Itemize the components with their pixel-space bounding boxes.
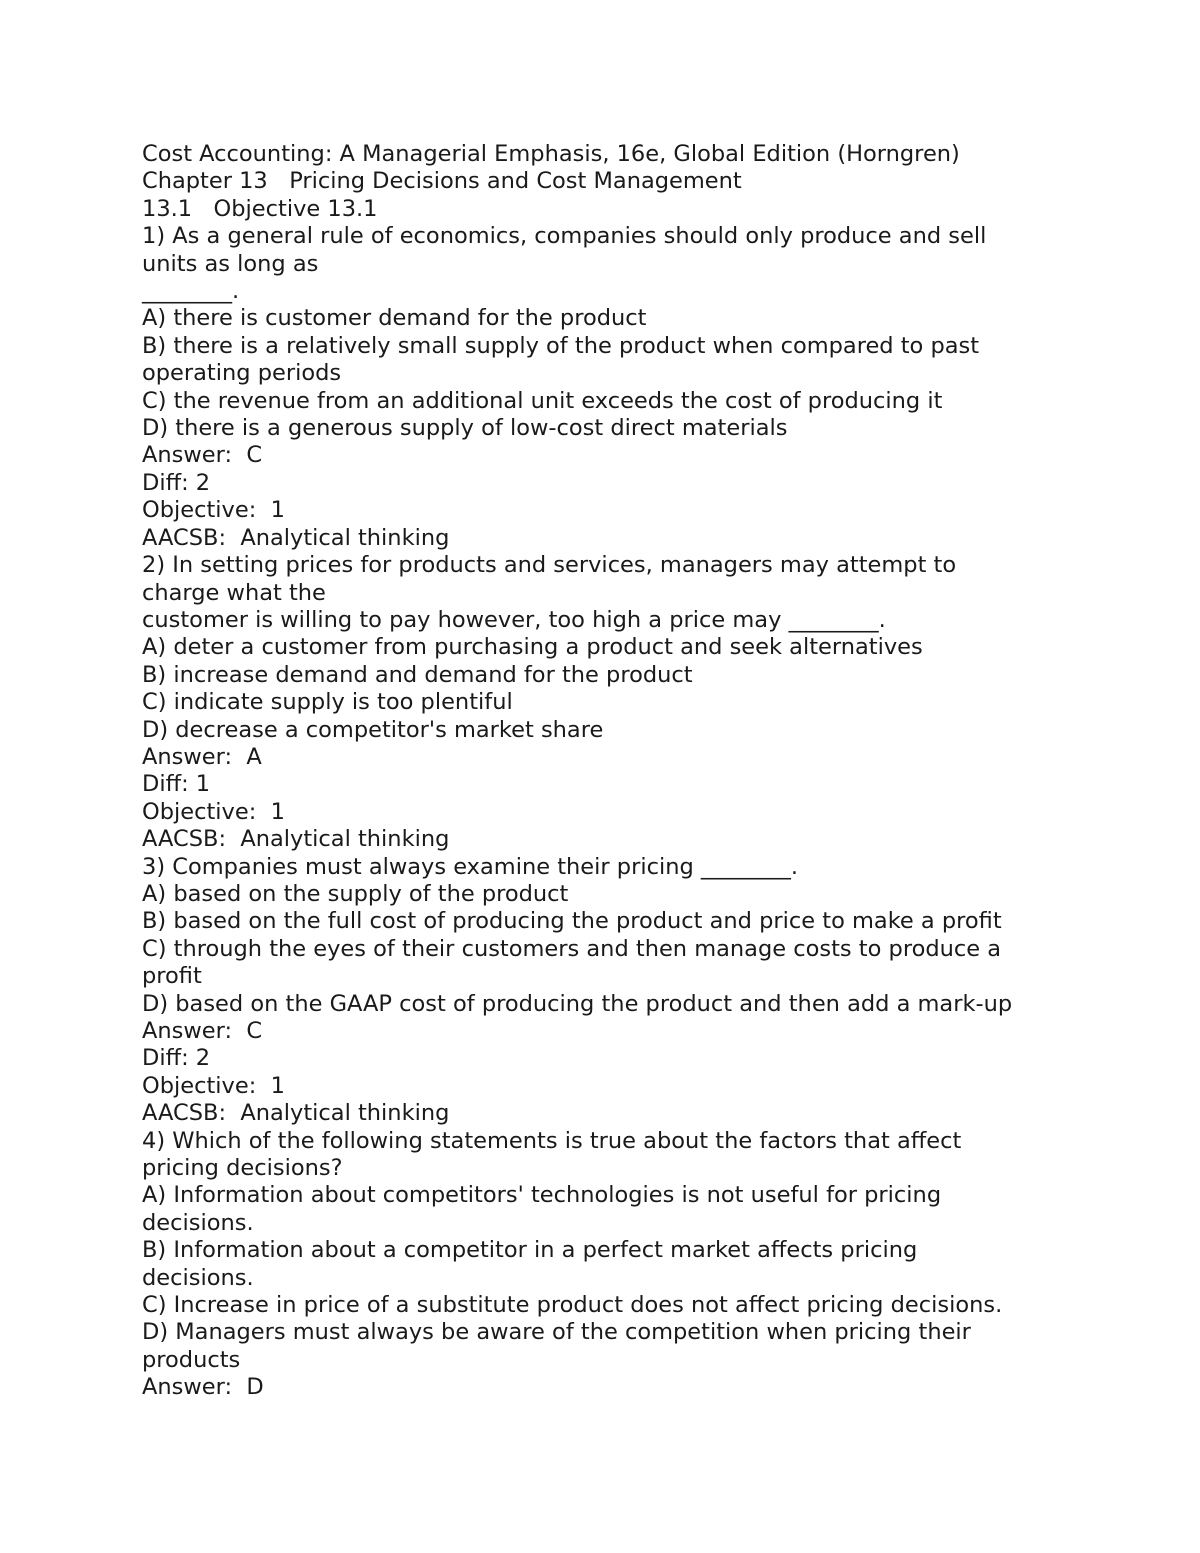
question-4-stem: 4) Which of the following statements is true about the factors that affect bbox=[142, 1127, 962, 1154]
question-2-option-c: C) indicate supply is too plentiful bbox=[142, 689, 513, 716]
question-3-option-a: A) based on the supply of the product bbox=[142, 880, 569, 907]
question-4-option-c: C) Increase in price of a substitute product does not affect pricing decisions. bbox=[142, 1292, 1003, 1319]
question-1-difficulty: Diff: 2 bbox=[142, 469, 211, 496]
question-1-answer: Answer: C bbox=[142, 442, 263, 469]
question-3-aacsb: AACSB: Analytical thinking bbox=[142, 1100, 450, 1127]
question-3-option-c: C) through the eyes of their customers and then manage costs to produce a bbox=[142, 935, 1002, 962]
question-1-option-b: operating periods bbox=[142, 360, 342, 387]
question-2-stem: customer is willing to pay however, too high a price may ________. bbox=[142, 606, 886, 633]
question-3-difficulty: Diff: 2 bbox=[142, 1045, 211, 1072]
question-4-option-d: products bbox=[142, 1346, 241, 1373]
question-2-objective: Objective: 1 bbox=[142, 798, 285, 825]
question-1-aacsb: AACSB: Analytical thinking bbox=[142, 524, 450, 551]
document-title: Cost Accounting: A Managerial Emphasis, 16e, Global Edition (Horngren) bbox=[142, 141, 960, 167]
question-4-answer: Answer: D bbox=[142, 1374, 264, 1401]
question-4-option-d: D) Managers must always be aware of the competition when pricing their bbox=[142, 1319, 971, 1346]
question-1-option-a: A) there is customer demand for the product bbox=[142, 305, 647, 332]
question-1-option-c: C) the revenue from an additional unit exceeds the cost of producing it bbox=[142, 387, 943, 414]
question-2-difficulty: Diff: 1 bbox=[142, 771, 211, 798]
question-3-option-c: profit bbox=[142, 963, 202, 990]
question-1-objective: Objective: 1 bbox=[142, 497, 285, 524]
question-3-answer: Answer: C bbox=[142, 1018, 263, 1044]
question-2-option-d: D) decrease a competitor's market share bbox=[142, 716, 604, 743]
question-1-stem: ________. bbox=[142, 278, 240, 305]
question-2-aacsb: AACSB: Analytical thinking bbox=[142, 826, 450, 853]
question-4-option-a: decisions. bbox=[142, 1209, 254, 1236]
question-2-option-b: B) increase demand and demand for the product bbox=[142, 661, 693, 688]
question-3-stem: 3) Companies must always examine their pricing ________. bbox=[142, 853, 799, 880]
question-3-option-b: B) based on the full cost of producing the product and price to make a profit bbox=[142, 908, 1002, 935]
section-heading: 13.1 Objective 13.1 bbox=[142, 195, 378, 222]
question-3-option-d: D) based on the GAAP cost of producing the product and then add a mark-up bbox=[142, 990, 1013, 1017]
question-2-option-a: A) deter a customer from purchasing a product and seek alternatives bbox=[142, 634, 923, 661]
question-2-stem: charge what the bbox=[142, 579, 326, 606]
question-3-objective: Objective: 1 bbox=[142, 1072, 285, 1099]
question-4-stem: pricing decisions? bbox=[142, 1155, 343, 1182]
question-4-option-a: A) Information about competitors' technologies is not useful for pricing bbox=[142, 1182, 942, 1209]
question-4-option-b: B) Information about a competitor in a perfect market affects pricing bbox=[142, 1237, 918, 1264]
question-2-stem: 2) In setting prices for products and services, managers may attempt to bbox=[142, 552, 957, 579]
question-1-option-b: B) there is a relatively small supply of the product when compared to past bbox=[142, 332, 980, 359]
document-page bbox=[142, 141, 1072, 1402]
question-1-stem: units as long as bbox=[142, 250, 319, 277]
question-2-answer: Answer: A bbox=[142, 743, 262, 770]
question-4-option-b: decisions. bbox=[142, 1264, 254, 1291]
question-1-stem: 1) As a general rule of economics, companies should only produce and sell bbox=[142, 223, 987, 250]
question-1-option-d: D) there is a generous supply of low-cost direct materials bbox=[142, 415, 788, 442]
chapter-heading: Chapter 13 Pricing Decisions and Cost Management bbox=[142, 168, 742, 195]
